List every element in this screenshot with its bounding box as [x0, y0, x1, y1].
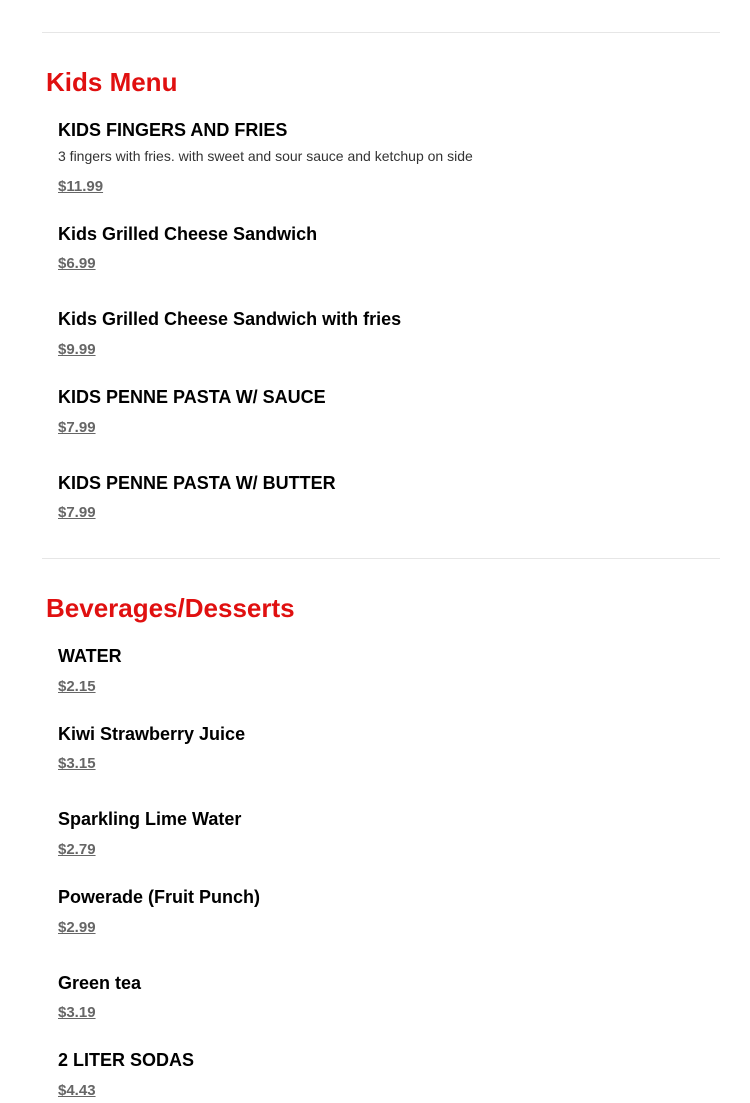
- item-name: KIDS PENNE PASTA W/ SAUCE: [58, 387, 326, 407]
- section-title: Kids Menu: [46, 67, 178, 97]
- item-price[interactable]: $3.15: [58, 755, 96, 772]
- item-price[interactable]: $6.99: [58, 255, 96, 272]
- item-price[interactable]: $2.79: [58, 841, 96, 858]
- item-price[interactable]: $2.15: [58, 678, 96, 695]
- item-name: Kids Grilled Cheese Sandwich: [58, 224, 318, 244]
- item-price[interactable]: $2.99: [58, 919, 96, 936]
- item-name: Sparkling Lime Water: [58, 809, 242, 829]
- section-divider: [42, 32, 720, 33]
- item-name: Powerade (Fruit Punch): [58, 887, 261, 907]
- item-price[interactable]: $7.99: [58, 419, 96, 436]
- section-divider: [42, 558, 720, 559]
- item-price[interactable]: $3.19: [58, 1004, 96, 1021]
- item-price[interactable]: $7.99: [58, 504, 96, 521]
- item-name: KIDS FINGERS AND FRIES: [58, 120, 288, 140]
- item-name: Kiwi Strawberry Juice: [58, 724, 246, 744]
- item-name: KIDS PENNE PASTA W/ BUTTER: [58, 473, 336, 493]
- section-title: Beverages/Desserts: [46, 593, 295, 623]
- item-description: 3 fingers with fries. with sweet and sour sauce and ketchup on side: [58, 148, 473, 164]
- item-name: Kids Grilled Cheese Sandwich with fries: [58, 309, 402, 329]
- item-name: 2 LITER SODAS: [58, 1050, 195, 1070]
- item-name: Green tea: [58, 973, 142, 993]
- item-price[interactable]: $9.99: [58, 341, 96, 358]
- item-name: WATER: [58, 646, 122, 666]
- item-price[interactable]: $4.43: [58, 1082, 96, 1099]
- item-price[interactable]: $11.99: [58, 178, 104, 195]
